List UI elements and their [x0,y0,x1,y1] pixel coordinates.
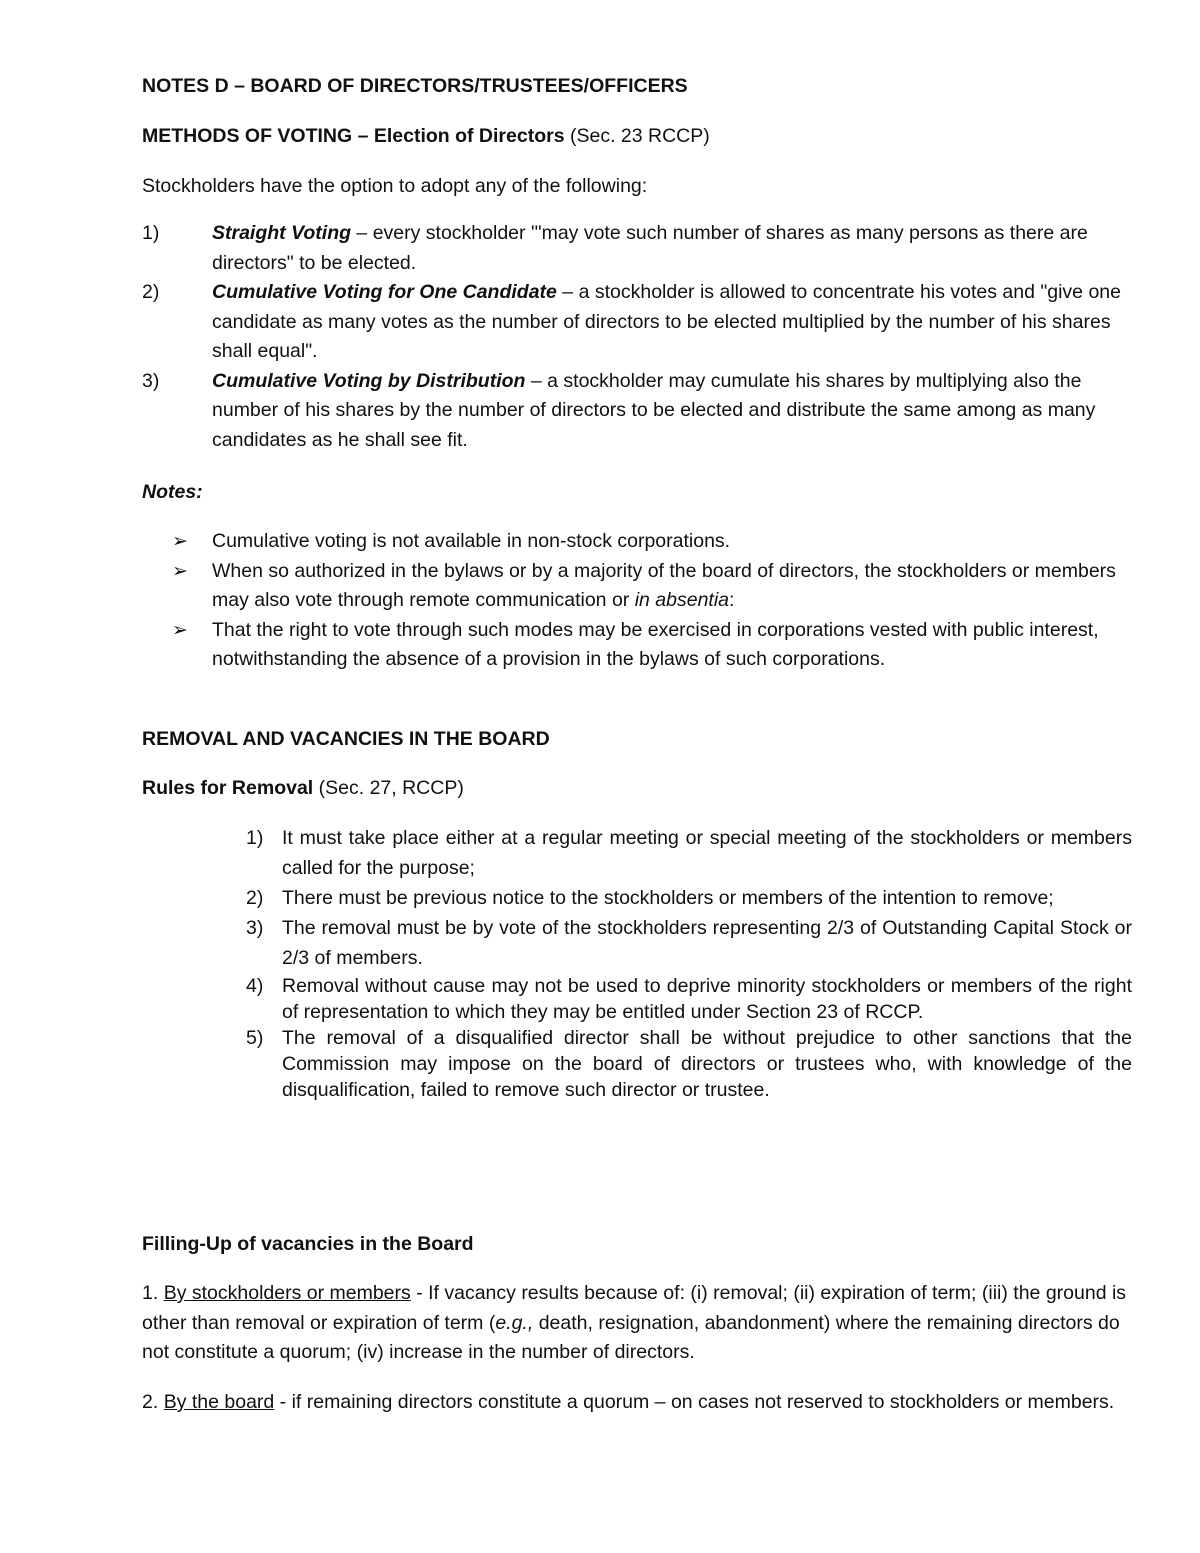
page-title: NOTES D – BOARD OF DIRECTORS/TRUSTEES/OFFICERS [142,75,688,97]
item-number: 5) [246,1027,264,1049]
arrow-bullet-icon: ➢ [172,619,188,641]
item-text: – every stockholder '"may vote such number of shares as many persons as there are directors" to be elected. [212,222,1088,274]
notes-list [142,527,1132,675]
paragraph-number: 1. [142,1282,164,1304]
note-item [142,527,1132,557]
item-term: Straight Voting [212,222,352,244]
removal-rules-heading [142,774,1132,804]
arrow-bullet-icon: ➢ [172,560,188,582]
item-term: Cumulative Voting by Distribution [212,369,526,392]
item-text: There must be previous notice to the stockholders or members of the intention to remove; [282,887,1054,909]
item-text: The removal must be by vote of the stockholders representing 2/3 of Outstanding Capital Stock or 2/3 of members. [282,917,1132,969]
item-number: 1) [142,222,160,244]
filling-paragraph-2 [142,1388,1132,1418]
item-number: 1) [246,827,264,849]
item-text: It must take place either at a regular meeting or special meeting of the stockholders or members called for the purpose; [282,827,1132,879]
removal-rule-item [142,823,1132,883]
item-text: The removal of a disqualified director shall be without prejudice to other sanctions that the Commission may impose on the board of directors or trustees who, with knowledge of the disqualification, failed to remove such director or trustee. [282,1027,1132,1101]
note-text: Cumulative voting is not available in non-stock corporations. [212,530,731,552]
by-stockholders-link: By stockholders or members [163,1282,411,1304]
item-text: – a stockholder is allowed to concentrate his votes and "give one candidate as many votes as the number of directors to be elected multiplied by the number of his shares shall equal". [212,281,1121,362]
removal-rule-item [142,1025,1132,1103]
paragraph-emphasis: e.g., [495,1311,534,1334]
rules-heading-ref: (Sec. 27, RCCP) [313,777,464,799]
paragraph-text: - If vacancy results because of: (i) removal; (ii) expiration of term; (iii) the ground is other than removal or expiration of term ( [142,1282,1127,1334]
note-text: When so authorized in the bylaws or by a majority of the board of directors, the stockholders or members may also vote through remote communication or [212,559,1116,611]
item-number: 3) [142,369,160,392]
removal-rule-item [142,973,1132,1025]
removal-rule-item [142,883,1132,913]
voting-method-item [142,278,1132,367]
voting-method-item [142,367,1132,456]
note-emphasis: in absentia [634,589,730,611]
item-text: Removal without cause may not be used to deprive minority stockholders or members of the right of representation to which they may be entitled under Section 23 of RCCP. [282,975,1132,1023]
by-board-link: By the board [163,1391,275,1413]
item-number: 2) [142,281,160,303]
item-number: 4) [246,975,264,997]
voting-intro: Stockholders have the option to adopt any of the following: [142,175,648,197]
note-punct: : [729,589,735,611]
note-item [142,616,1132,675]
filling-heading: Filling-Up of vacancies in the Board [142,1233,474,1255]
item-number: 2) [246,887,264,909]
voting-heading-bold: METHODS OF VOTING – Election of Directors [142,125,565,147]
item-text: – a stockholder may cumulate his shares by multiplying also the number of his shares by the number of directors to be elected and distribute the same among as many candidates as he shall see fit. [212,369,1096,451]
note-item [142,557,1132,616]
notes-label: Notes: [142,481,203,503]
item-number: 3) [246,917,264,939]
paragraph-text-cont: death, resignation, abandonment) where the remaining directors do not constitute a quorum; (iv) increase in the number of directors. [142,1311,1120,1363]
voting-methods-list [142,219,1132,455]
note-text: That the right to vote through such modes may be exercised in corporations vested with public interest, notwithstanding the absence of a provision in the bylaws of such corporations. [212,618,1099,670]
rules-heading-bold: Rules for Removal [142,777,314,799]
removal-rule-item [142,913,1132,973]
paragraph-number: 2. [142,1391,164,1413]
removal-rules-list [142,823,1132,1103]
voting-heading [142,122,1132,152]
voting-heading-ref: (Sec. 23 RCCP) [564,125,710,147]
item-term: Cumulative Voting for One Candidate [212,281,557,303]
filling-paragraph-1 [142,1279,1132,1368]
arrow-bullet-icon: ➢ [172,531,188,552]
paragraph-text: - if remaining directors constitute a quorum – on cases not reserved to stockholders or members. [274,1391,1115,1413]
voting-method-item [142,219,1132,278]
removal-heading: REMOVAL AND VACANCIES IN THE BOARD [142,728,550,750]
